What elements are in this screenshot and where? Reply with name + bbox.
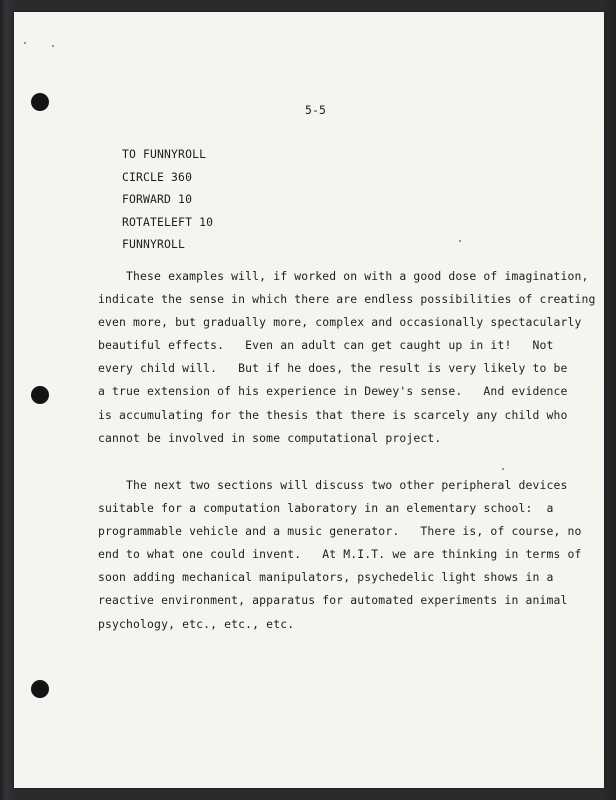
paragraph-next-sections: [98, 474, 582, 636]
binder-hole: [31, 93, 49, 111]
text-line: is accumulating for the thesis that there is scarcely any child who: [98, 407, 568, 422]
text-line: end to what one could invent. At M.I.T. we are thinking in terms of: [98, 547, 582, 562]
text-line: reactive environment, apparatus for automated experiments in animal: [98, 593, 568, 608]
code-line: CIRCLE 360: [122, 169, 193, 184]
code-line: ROTATELEFT 10: [122, 214, 214, 229]
text-line: suitable for a computation laboratory in an elementary school: a: [98, 501, 554, 516]
paper-speck: [52, 45, 54, 47]
text-line: psychology, etc., etc., etc.: [98, 616, 295, 631]
text-line: The next two sections will discuss two other peripheral devices: [98, 478, 568, 492]
text-line: beautiful effects. Even an adult can get caught up in it! Not: [98, 338, 554, 353]
paragraph-examples: [98, 265, 596, 450]
code-line: TO FUNNYROLL: [122, 147, 207, 161]
text-line: These examples will, if worked on with a good dose of imagination,: [98, 269, 589, 283]
binder-hole: [31, 680, 49, 698]
text-line: a true extension of his experience in Dewey's sense. And evidence: [98, 384, 568, 399]
document-page: [14, 12, 604, 788]
paper-speck: [502, 468, 504, 470]
binder-hole: [31, 386, 49, 404]
paper-speck: [24, 42, 26, 44]
code-line: FORWARD 10: [122, 192, 193, 206]
text-line: indicate the sense in which there are endless possibilities of creating: [98, 292, 596, 307]
text-line: programmable vehicle and a music generator. There is, of course, no: [98, 524, 582, 539]
page-number: 5-5: [305, 103, 327, 117]
text-line: soon adding mechanical manipulators, psychedelic light shows in a: [98, 570, 554, 585]
text-line: cannot be involved in some computational project.: [98, 430, 442, 445]
code-listing: [122, 143, 213, 256]
text-line: every child will. But if he does, the result is very likely to be: [98, 361, 568, 376]
code-line: FUNNYROLL: [122, 237, 186, 251]
paper-speck: [459, 240, 461, 242]
text-line: even more, but gradually more, complex and occasionally spectacularly: [98, 315, 582, 330]
